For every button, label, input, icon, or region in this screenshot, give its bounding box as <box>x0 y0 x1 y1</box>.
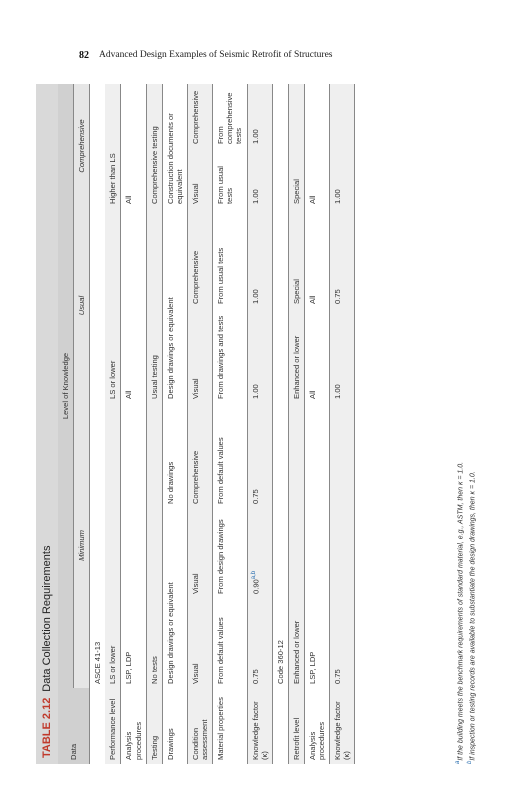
row-label: Analysis procedures <box>121 688 146 764</box>
row-label: Knowledge factor (κ) <box>247 688 272 764</box>
table-cell: From comprehensive tests <box>213 84 247 148</box>
table-cell: All <box>121 84 146 208</box>
column-header-data: Data <box>58 688 90 764</box>
table-cell: Enhanced or lower <box>288 403 304 688</box>
level-usual: Usual <box>74 208 90 403</box>
table-cell: LS or lower <box>105 208 121 403</box>
table-cell: Comprehensive <box>187 84 212 148</box>
table-cell: From design drawings <box>213 508 247 598</box>
table-caption <box>36 84 58 764</box>
table-cell: Visual <box>187 598 212 688</box>
page-header <box>0 47 531 67</box>
table-cell: From usual tests <box>213 208 247 308</box>
table-cell: 1.00 <box>330 84 355 208</box>
footnote-b <box>466 84 478 764</box>
row-label: Retrofit level <box>288 688 304 764</box>
table-cell: 1.00 <box>247 208 272 308</box>
data-collection-table <box>58 84 446 764</box>
table-cell: Comprehensive <box>187 208 212 308</box>
table-number: TABLE 2.12 <box>41 697 53 758</box>
table-row <box>146 84 162 764</box>
level-comprehensive: Comprehensive <box>74 84 90 208</box>
row-label: Knowledge factor (κ) <box>330 688 355 764</box>
table-row <box>304 84 329 764</box>
table-cell: Higher than LS <box>105 84 121 208</box>
table-cell: Design drawings or equivalent <box>162 208 187 403</box>
table-row <box>105 84 121 764</box>
table-cell: Enhanced or lower <box>288 308 304 403</box>
table-cell: No tests <box>146 403 162 688</box>
table-cell: Visual <box>187 148 212 208</box>
table-cell: Special <box>288 84 304 208</box>
footnote-ref: a,b <box>250 570 257 580</box>
section-code: Code 360-12 <box>272 84 288 688</box>
table-cell: Design drawings or equivalent <box>162 508 187 688</box>
table-cell: 0.75 <box>330 403 355 688</box>
table-cell: All <box>304 308 329 403</box>
running-title: Advanced Design Examples of Seismic Retrofit of Structures <box>99 50 333 60</box>
level-of-knowledge-header: Level of Knowledge <box>58 84 74 688</box>
table-cell: LSP, LDP <box>304 403 329 688</box>
table-row <box>247 84 272 764</box>
row-label: Testing <box>146 688 162 764</box>
footnote-a <box>454 84 466 764</box>
table-cell <box>247 508 272 598</box>
table-cell: No drawings <box>162 403 187 508</box>
table-cell: Special <box>288 208 304 308</box>
table-row <box>162 84 187 764</box>
row-label: Performance level <box>105 688 121 764</box>
table-cell: LS or lower <box>105 403 121 688</box>
table-row <box>330 84 355 764</box>
table-cell: From usual tests <box>213 148 247 208</box>
row-label: Material properties <box>213 688 247 764</box>
table-cell: Comprehensive testing <box>146 84 162 208</box>
table-cell: LSP, LDP <box>121 403 146 688</box>
section-asce: ASCE 41-13 <box>93 641 103 684</box>
table-cell: From default values <box>213 598 247 688</box>
table-cell: 0.75 <box>247 403 272 508</box>
row-label: Drawings <box>162 688 187 764</box>
table-cell: Visual <box>187 308 212 403</box>
table-cell: 0.75 <box>247 598 272 688</box>
table-cell: 1.00 <box>330 308 355 403</box>
footnote-text: If the building meets the benchmark requirements of standard material, e.g., ASTM, then κ = 1.0. <box>457 461 465 761</box>
table-title: Data Collection Requirements <box>41 545 53 692</box>
table-cell: Comprehensive <box>187 403 212 508</box>
row-label: Analysis procedures <box>304 688 329 764</box>
table-row <box>213 84 247 764</box>
rotated-table-block <box>36 84 496 764</box>
knowledge-value: 0.90 <box>251 579 261 594</box>
row-label: Condition assessment <box>187 688 212 764</box>
level-minimum: Minimum <box>74 403 90 688</box>
table-cell: 1.00 <box>247 84 272 148</box>
table-cell: From drawings and tests <box>213 308 247 403</box>
page-number: 82 <box>79 50 89 61</box>
table-cell: Usual testing <box>146 208 162 403</box>
table-row <box>121 84 146 764</box>
table-cell: All <box>304 208 329 308</box>
table-cell: All <box>121 208 146 403</box>
table-cell: Construction documents or equivalent <box>162 84 187 208</box>
table-cell: 1.00 <box>247 148 272 208</box>
table-row <box>288 84 304 764</box>
table-cell: 0.75 <box>330 208 355 308</box>
footnote-marker: b <box>466 760 473 764</box>
table-cell: 1.00 <box>247 308 272 403</box>
table-row <box>187 84 212 764</box>
table-cell: From default values <box>213 403 247 508</box>
footnote-marker: a <box>455 760 461 764</box>
table-cell: Visual <box>187 508 212 598</box>
footnote-text: If inspection or testing records are available to substantiate the design drawings, then κ = 1.0. <box>469 471 477 761</box>
table-cell: All <box>304 84 329 208</box>
table-footnotes <box>454 84 478 764</box>
